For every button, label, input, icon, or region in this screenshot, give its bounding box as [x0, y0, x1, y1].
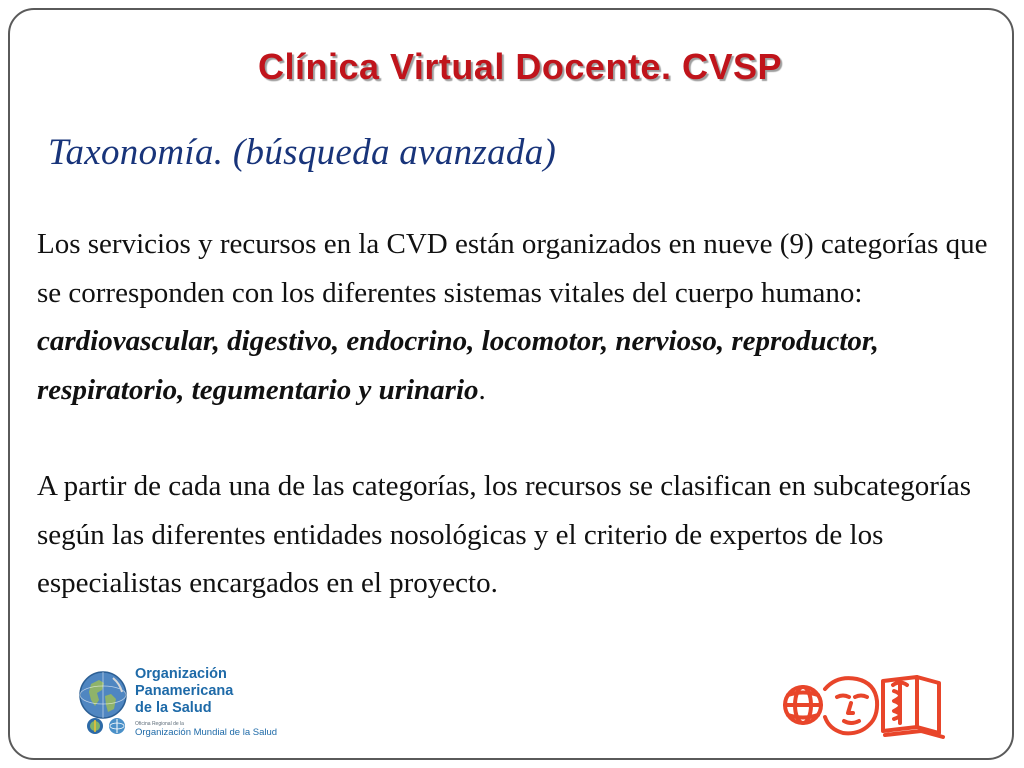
- paho-name-line3: de la Salud: [135, 700, 212, 716]
- slide-subtitle: Taxonomía. (búsqueda avanzada): [48, 132, 557, 173]
- who-emblem-icon: [108, 717, 126, 735]
- paragraph-categories-end: .: [478, 373, 486, 406]
- paragraph-categories: [37, 220, 1002, 414]
- paho-regional-text: Oficina Regional de la: [135, 721, 184, 727]
- slide-title: Clínica Virtual Docente. CVSP: [258, 46, 782, 87]
- cvsp-emblem-icon: [781, 665, 949, 740]
- paragraph-subcategories: A partir de cada una de las categorías, los recursos se clasifican en subcategorías según las diferentes entidades nosológicas y el criterio de expertos de los especialistas encargados en el proyecto.: [37, 470, 972, 599]
- slide-body: [37, 220, 1002, 608]
- paho-logo: [74, 666, 294, 746]
- who-name: Organización Mundial de la Salud: [135, 727, 278, 738]
- paho-name-line2: Panamericana: [135, 683, 234, 699]
- paragraph-categories-intro: Los servicios y recursos en la CVD están organizados en nueve (9) categorías que se corresponden con los diferentes sistemas vitales del cuerpo humano:: [37, 228, 988, 309]
- paho-name: [135, 666, 233, 717]
- paho-name-line1: Organización: [135, 666, 227, 682]
- category-list: cardiovascular, digestivo, endocrino, locomotor, nervioso, reproductor, respiratorio, tegumentario y urinario: [37, 325, 879, 406]
- paho-emblem-icon: [86, 717, 104, 735]
- globe-icon: [78, 670, 128, 720]
